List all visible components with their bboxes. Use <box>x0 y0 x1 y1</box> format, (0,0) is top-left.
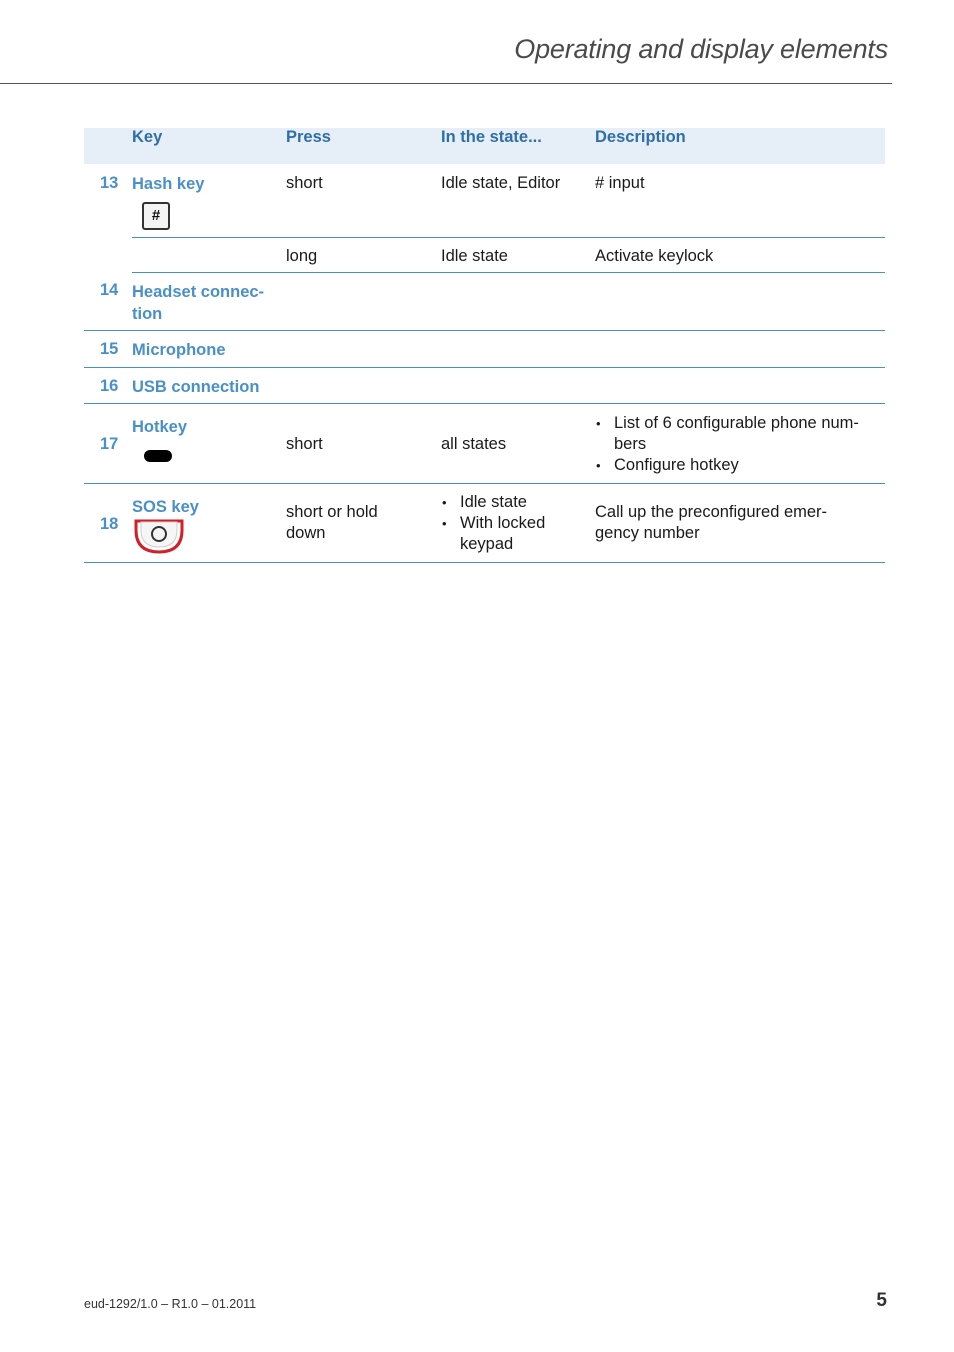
key-name: SOS key <box>132 497 199 516</box>
state-cell: Idle state, Editor <box>441 164 595 237</box>
state-cell: Idle state <box>441 237 595 272</box>
column-header-press: Press <box>286 128 331 146</box>
table-row <box>84 330 885 367</box>
key-name: Microphone <box>132 330 286 367</box>
table-header-row <box>84 128 885 164</box>
press-cell: long <box>286 237 441 272</box>
row-number: 15 <box>84 330 132 367</box>
press-cell: short or hold down <box>286 483 441 562</box>
row-number: 16 <box>84 367 132 403</box>
table-row <box>84 367 885 403</box>
table-row <box>84 272 885 330</box>
press-cell: short <box>286 403 441 483</box>
key-name: Headset connec- <box>132 282 265 301</box>
description-cell: # input <box>595 164 885 237</box>
sos-key-icon <box>134 518 184 554</box>
table-row <box>84 237 885 272</box>
state-list <box>441 492 595 555</box>
state-cell: all states <box>441 403 595 483</box>
row-number: 14 <box>84 272 132 330</box>
table-row <box>84 483 885 562</box>
hotkey-icon <box>144 450 172 462</box>
key-name: Hash key <box>132 175 205 193</box>
list-item: • Idle state <box>441 492 595 513</box>
hash-key-icon: # <box>142 202 170 230</box>
description-list <box>595 413 885 476</box>
operating-elements-table <box>84 128 885 563</box>
list-item: • List of 6 configurable phone num- bers <box>595 413 885 455</box>
row-number: 13 <box>100 174 119 192</box>
row-number: 17 <box>84 403 132 483</box>
description-cell <box>595 403 885 483</box>
column-header-description: Description <box>595 128 686 146</box>
state-cell <box>441 483 595 562</box>
title-divider <box>0 83 892 84</box>
column-header-key: Key <box>132 128 163 146</box>
list-item: • With locked keypad <box>441 513 595 555</box>
key-name: Hotkey <box>132 417 188 436</box>
description-cell: Call up the preconfigured emer- gency number <box>595 483 885 562</box>
key-name: USB connection <box>132 367 286 403</box>
list-item: • Configure hotkey <box>595 455 885 476</box>
press-cell: short <box>286 164 441 237</box>
page-title: Operating and display elements <box>514 34 888 64</box>
row-number: 18 <box>84 483 132 562</box>
key-name-continued: tion <box>132 304 163 323</box>
column-header-state: In the state... <box>441 128 542 146</box>
document-code: eud-1292/1.0 – R1.0 – 01.2011 <box>84 1297 257 1311</box>
page-number: 5 <box>876 1290 887 1311</box>
description-cell: Activate keylock <box>595 237 885 272</box>
table-row <box>84 403 885 483</box>
table-row <box>84 164 885 237</box>
